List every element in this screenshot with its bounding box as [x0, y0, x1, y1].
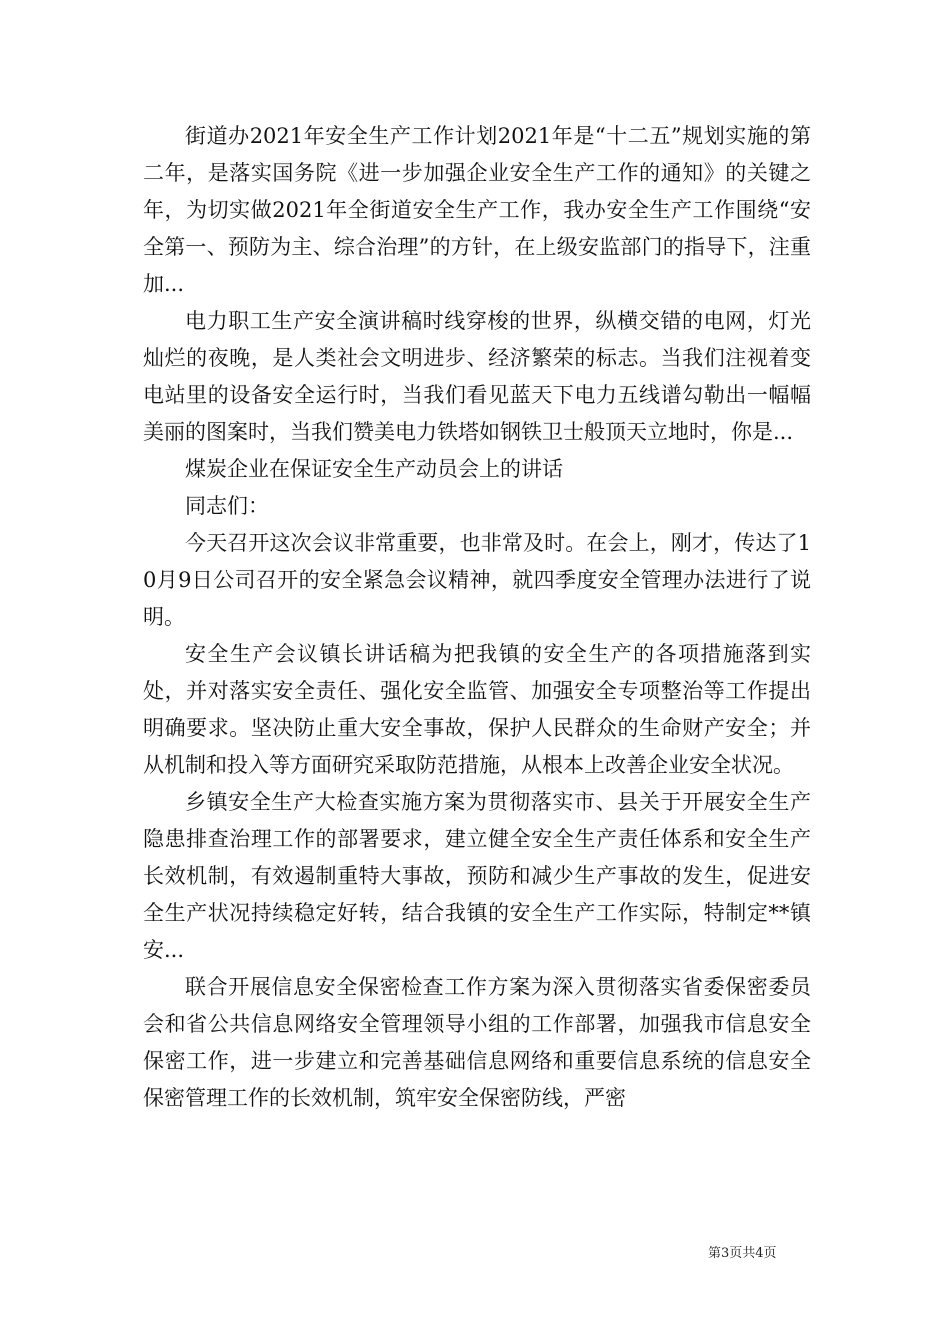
- paragraph-coal-speech-title: 煤炭企业在保证安全生产动员会上的讲话: [185, 457, 563, 481]
- paragraph-power-safety-speech: 电力职工生产安全演讲稿时线穿梭的世界，纵横交错的电网，灯光灿烂的夜晚，是人类社会文明进步、经济繁荣的标志。当我们注视着变电站里的设备安全运行时，当我们看见蓝天下电力五线谱勾勒出一幅幅美丽的图案时，当我们赞美电力铁塔如钢铁卫士般顶天立地时，你是...: [143, 309, 811, 444]
- paragraph-meeting-intro: 今天召开这次会议非常重要，也非常及时。在会上，刚才，传达了10月9日公司召开的安全紧急会议精神，就四季度安全管理办法进行了说明。: [143, 531, 811, 629]
- paragraph-mayor-speech: 安全生产会议镇长讲话稿为把我镇的安全生产的各项措施落到实处，并对落实安全责任、强化安全监管、加强安全专项整治等工作提出明确要求。坚决防止重大安全事故，保护人民群众的生命财产安全；并从机制和投入等方面研究采取防范措施，从根本上改善企业安全状况。: [143, 642, 811, 777]
- paragraph-street-office-plan: 街道办2021年安全生产工作计划2021年是“十二五”规划实施的第二年，是落实国务院《进一步加强企业安全生产工作的通知》的关键之年，为切实做2021年全街道安全生产工作，我办安全生产工作围绕“安全第一、预防为主、综合治理”的方针，在上级安监部门的指导下，注重加...: [143, 124, 811, 296]
- page-number-footer: 第3页共4页: [708, 1246, 777, 1261]
- paragraph-salutation: 同志们：: [185, 494, 269, 518]
- paragraph-inspection-plan: 乡镇安全生产大检查实施方案为贯彻落实市、县关于开展安全生产隐患排查治理工作的部署要求，建立健全安全生产责任体系和安全生产长效机制，有效遏制重特大事故，预防和减少生产事故的发生，促进安全生产状况持续稳定好转，结合我镇的安全生产工作实际，特制定**镇安...: [143, 790, 811, 962]
- paragraph-info-security-plan: 联合开展信息安全保密检查工作方案为深入贯彻落实省委保密委员会和省公共信息网络安全管理领导小组的工作部署，加强我市信息安全保密工作，进一步建立和完善基础信息网络和重要信息系统的信息安全保密管理工作的长效机制，筑牢安全保密防线，严密: [143, 975, 811, 1110]
- document-body: [143, 118, 811, 1117]
